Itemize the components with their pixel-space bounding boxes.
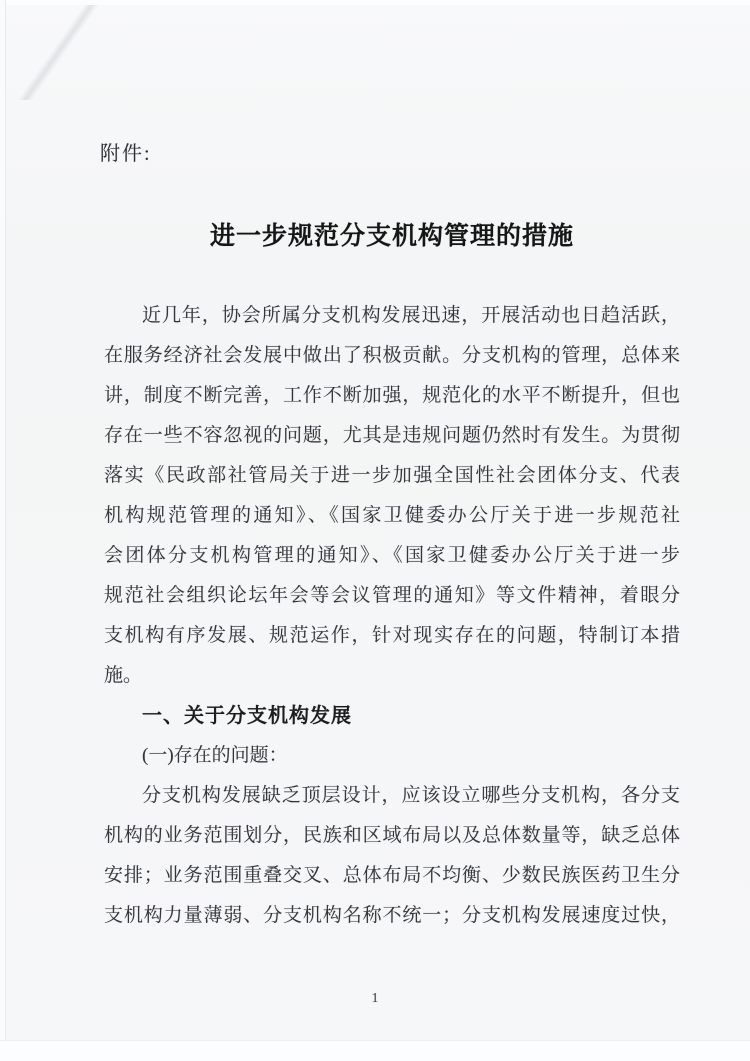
scan-edge-top [0,0,750,5]
paragraph-line: 存在一些不容忽视的问题，尤其是违规问题仍然时有发生。为贯彻 [104,425,680,446]
paragraph-line: 在服务经济社会发展中做出了积极贡献。分支机构的管理，总体来 [104,345,680,366]
paragraph-line: 分支机构发展缺乏顶层设计，应该设立哪些分支机构，各分支 [142,785,680,806]
subsection-label: (一)存在的问题： [142,745,288,766]
paragraph-line: 支机构力量薄弱、分支机构名称不统一；分支机构发展速度过快， [104,905,680,926]
document-body [104,296,680,936]
paragraph-line: 落实《民政部社管局关于进一步加强全国性社会团体分支、代表 [104,465,680,486]
attachment-label: 附件: [100,143,152,165]
paragraph-line: 安排；业务范围重叠交叉、总体布局不均衡、少数民族医药卫生分 [104,865,680,886]
scan-edge-left [0,0,6,1061]
section-heading: 一、关于分支机构发展 [142,705,352,727]
paragraph-line: 机构的业务范围划分，民族和区域布局以及总体数量等，缺乏总体 [104,825,680,846]
paragraph-line: 讲，制度不断完善，工作不断加强，规范化的水平不断提升，但也 [104,385,680,406]
paragraph-line: 规范社会组织论坛年会等会议管理的通知》等文件精神，着眼分 [104,585,680,606]
paragraph-line: 支机构有序发展、规范运作，针对现实存在的问题，特制订本措 [104,625,680,646]
scan-edge-bottom [0,1040,750,1061]
page-corner-crease [0,0,120,100]
page-number: 1 [371,991,379,1006]
paragraph-line: 施。 [104,665,143,686]
document-title: 进一步规范分支机构管理的措施 [209,222,574,250]
paragraph-line: 会团体分支机构管理的通知》、《国家卫健委办公厅关于进一步 [104,545,680,566]
paragraph-line: 机构规范管理的通知》、《国家卫健委办公厅关于进一步规范社 [104,505,680,526]
paragraph-line: 近几年，协会所属分支机构发展迅速，开展活动也日趋活跃， [142,305,680,326]
